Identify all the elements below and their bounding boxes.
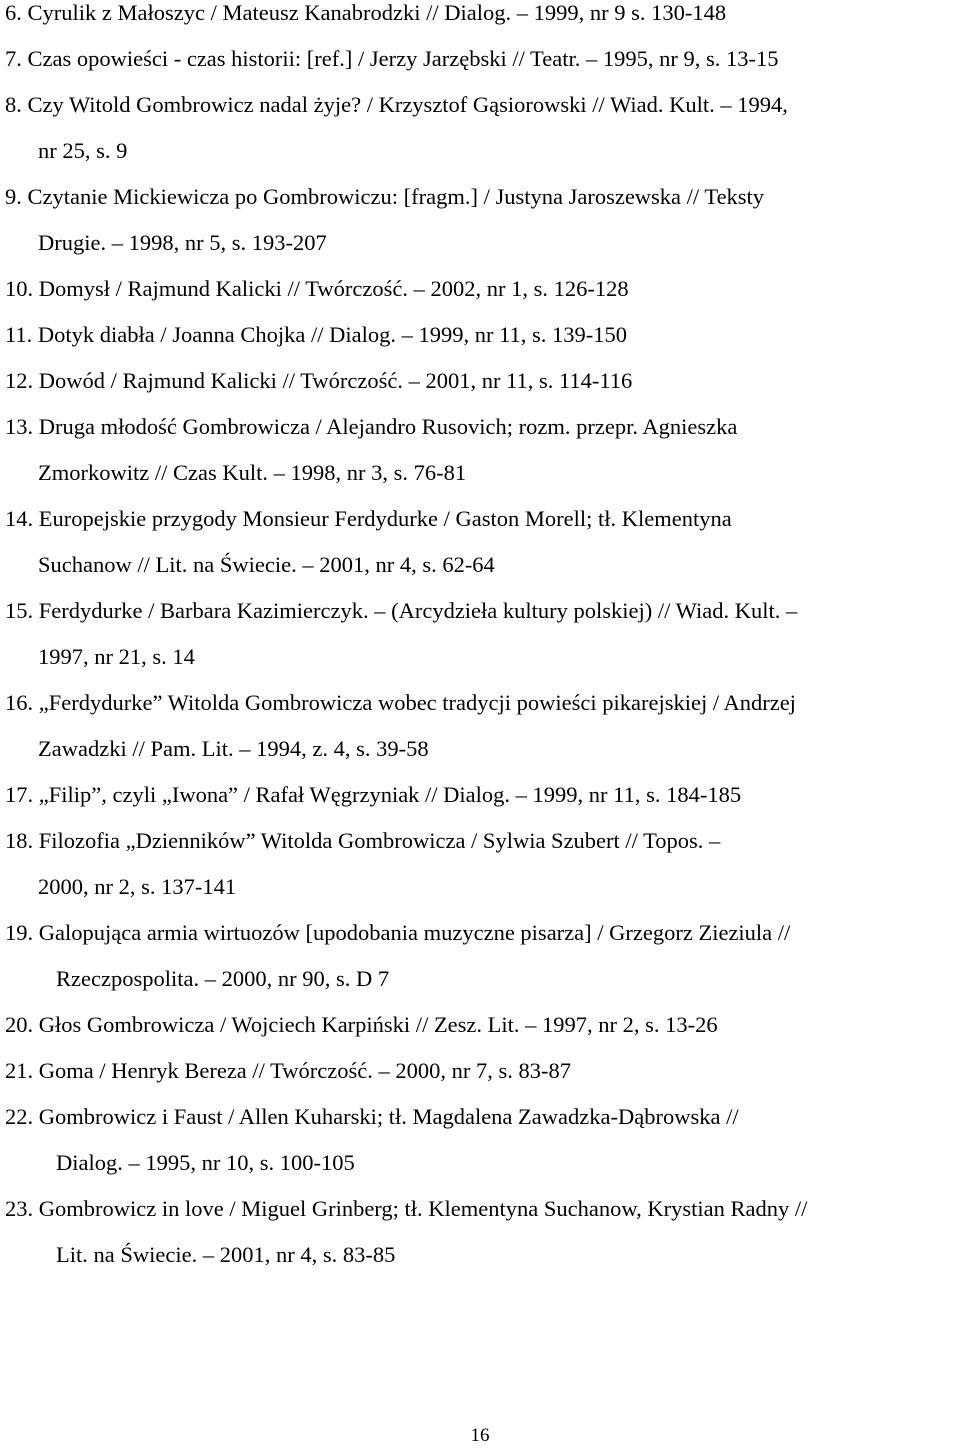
bibliography-entry-21 — [0, 1048, 960, 1094]
entry-line: 20. Głos Gombrowicza / Wojciech Karpiński // Zesz. Lit. – 1997, nr 2, s. 13-26 — [5, 1012, 718, 1037]
bibliography-entry-12 — [0, 358, 960, 404]
entry-line: 13. Druga młodość Gombrowicza / Alejandro Rusovich; rozm. przepr. Agnieszka — [5, 414, 738, 439]
bibliography-entry-9 — [0, 174, 960, 266]
bibliography-entry-7 — [0, 36, 960, 82]
entry-line: 15. Ferdydurke / Barbara Kazimierczyk. – (Arcydzieła kultury polskiej) // Wiad. Kult. – — [5, 598, 798, 623]
page-number: 16 — [470, 1425, 490, 1446]
entry-line: Zawadzki // Pam. Lit. – 1994, z. 4, s. 39-58 — [38, 736, 429, 761]
bibliography-entry-6 — [0, 0, 960, 36]
entry-line: Drugie. – 1998, nr 5, s. 193-207 — [38, 230, 327, 255]
bibliography-entry-15 — [0, 588, 960, 680]
bibliography-entry-8 — [0, 82, 960, 174]
entry-line: 7. Czas opowieści - czas historii: [ref.] / Jerzy Jarzębski // Teatr. – 1995, nr 9, s. 13-15 — [5, 46, 779, 71]
entry-line: nr 25, s. 9 — [38, 138, 128, 163]
bibliography-entry-10 — [0, 266, 960, 312]
entry-line: 21. Goma / Henryk Bereza // Twórczość. – 2000, nr 7, s. 83-87 — [5, 1058, 572, 1083]
entry-line: 1997, nr 21, s. 14 — [38, 644, 195, 669]
entry-line: Zmorkowitz // Czas Kult. – 1998, nr 3, s. 76-81 — [38, 460, 467, 485]
entry-line: 17. „Filip”, czyli „Iwona” / Rafał Węgrzyniak // Dialog. – 1999, nr 11, s. 184-185 — [5, 782, 742, 807]
entry-line: 8. Czy Witold Gombrowicz nadal żyje? / Krzysztof Gąsiorowski // Wiad. Kult. – 1994, — [5, 92, 788, 117]
bibliography-entry-23 — [0, 1186, 960, 1278]
entry-line: 9. Czytanie Mickiewicza po Gombrowiczu: [fragm.] / Justyna Jaroszewska // Teksty — [5, 184, 765, 209]
bibliography-entry-11 — [0, 312, 960, 358]
entry-line: 12. Dowód / Rajmund Kalicki // Twórczość. – 2001, nr 11, s. 114-116 — [5, 368, 633, 393]
entry-line: 11. Dotyk diabła / Joanna Chojka // Dialog. – 1999, nr 11, s. 139-150 — [5, 322, 628, 347]
entry-line: Lit. na Świecie. – 2001, nr 4, s. 83-85 — [56, 1242, 396, 1267]
entry-line: Dialog. – 1995, nr 10, s. 100-105 — [56, 1150, 355, 1175]
entry-line: Rzeczpospolita. – 2000, nr 90, s. D 7 — [56, 966, 390, 991]
bibliography-entry-22 — [0, 1094, 960, 1186]
bibliography-entry-18 — [0, 818, 960, 910]
entry-line: 23. Gombrowicz in love / Miguel Grinberg; tł. Klementyna Suchanow, Krystian Radny // — [5, 1196, 808, 1221]
entry-line: 18. Filozofia „Dzienników” Witolda Gombrowicza / Sylwia Szubert // Topos. – — [5, 828, 721, 853]
entry-line: Suchanow // Lit. na Świecie. – 2001, nr 4, s. 62-64 — [38, 552, 495, 577]
entry-line: 14. Europejskie przygody Monsieur Ferdydurke / Gaston Morell; tł. Klementyna — [5, 506, 732, 531]
entry-line: 19. Galopująca armia wirtuozów [upodobania muzyczne pisarza] / Grzegorz Zieziula // — [5, 920, 791, 945]
bibliography-entry-13 — [0, 404, 960, 496]
bibliography-entry-14 — [0, 496, 960, 588]
bibliography-entry-19 — [0, 910, 960, 1002]
entry-line: 6. Cyrulik z Małoszyc / Mateusz Kanabrodzki // Dialog. – 1999, nr 9 s. 130-148 — [5, 0, 727, 25]
bibliography-entry-20 — [0, 1002, 960, 1048]
bibliography-entry-16 — [0, 680, 960, 772]
bibliography-entry-17 — [0, 772, 960, 818]
entry-line: 22. Gombrowicz i Faust / Allen Kuharski; tł. Magdalena Zawadzka-Dąbrowska // — [5, 1104, 739, 1129]
entry-line: 10. Domysł / Rajmund Kalicki // Twórczość. – 2002, nr 1, s. 126-128 — [5, 276, 629, 301]
entry-line: 16. „Ferdydurke” Witolda Gombrowicza wobec tradycji powieści pikarejskiej / Andrzej — [5, 690, 796, 715]
entry-line: 2000, nr 2, s. 137-141 — [38, 874, 237, 899]
